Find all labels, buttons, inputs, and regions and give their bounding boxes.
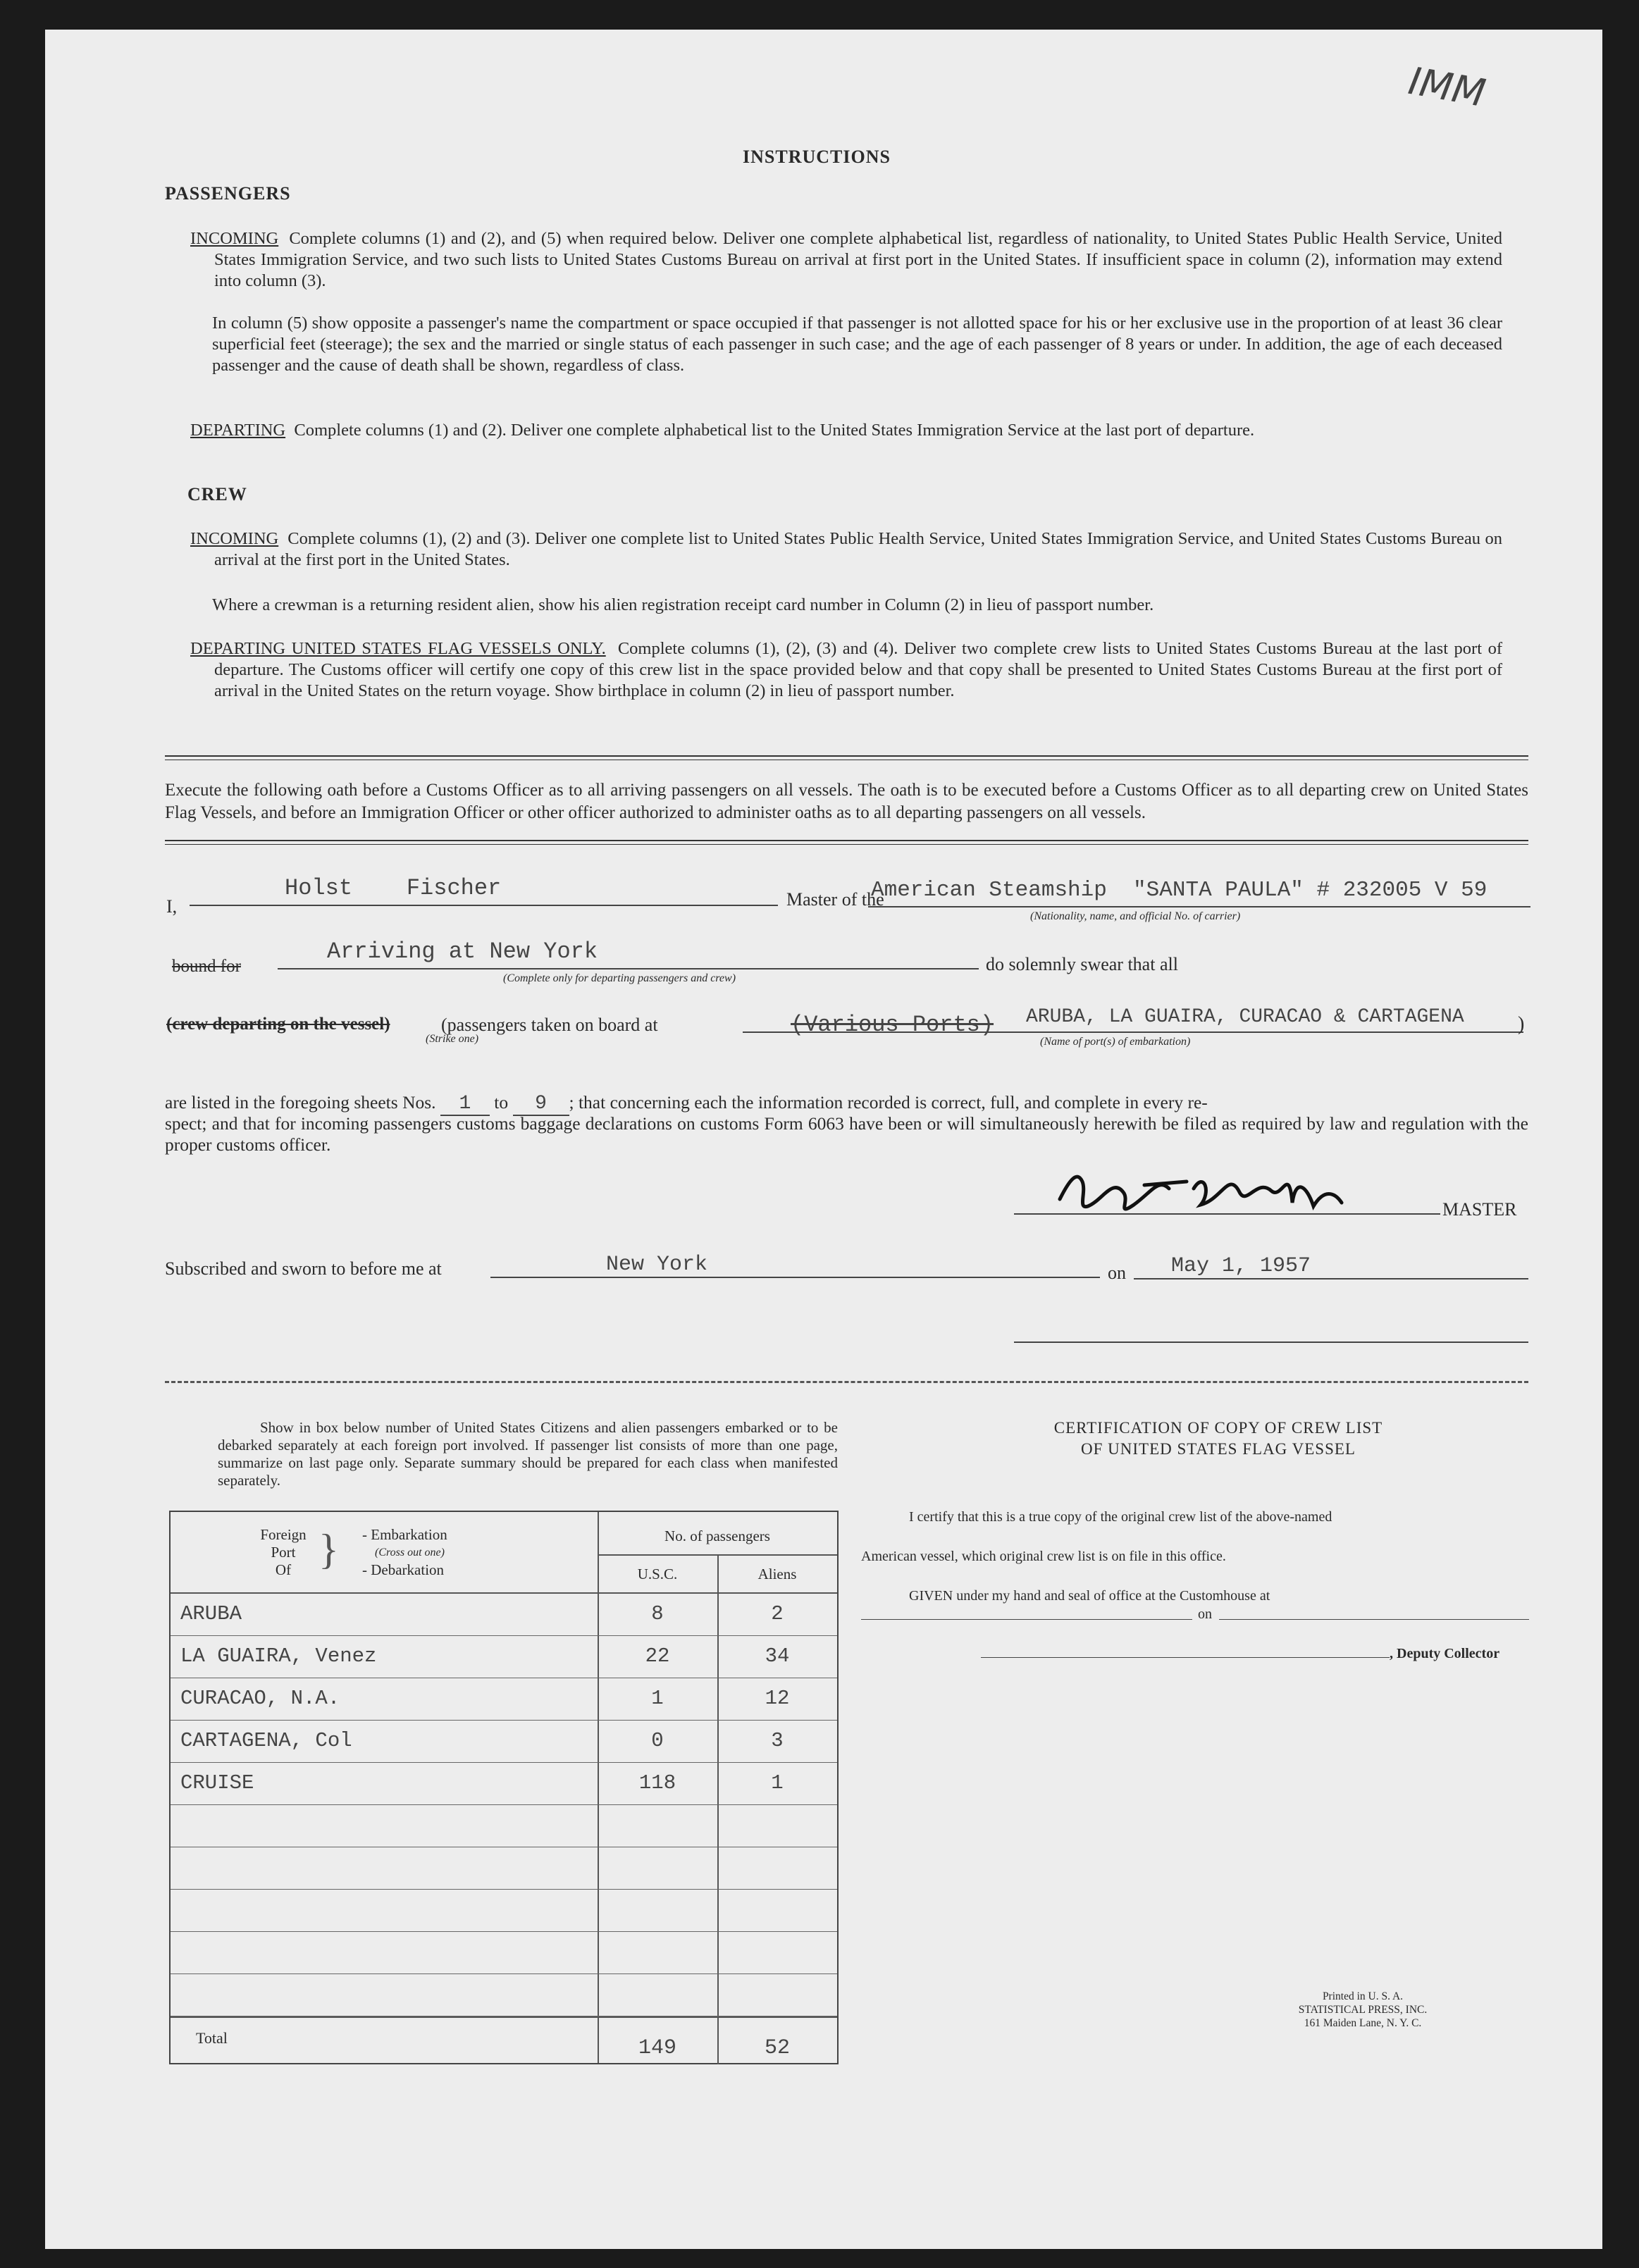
usc-cell: 22 [645,1644,670,1668]
total-aliens: 52 [764,2036,790,2060]
passenger-summary-table [169,1511,839,2064]
table-row [171,1721,837,1763]
vessel-caption: (Nationality, name, and official No. of carrier) [1030,910,1241,922]
header-divider [598,1554,837,1556]
header-foreign-port [255,1526,311,1579]
port-cell: CRUISE [180,1771,254,1795]
crew-incoming-text: Complete columns (1), (2) and (3). Deliver one complete list to United States Public Health Service, United States Immigration Service, and United States Customs Bureau on arrival at the first port in the United States. [214,529,1503,569]
port-cell: ARUBA [180,1602,242,1625]
passengers-departing-paragraph [190,420,1502,441]
corner-annotation: IMM [1405,58,1489,116]
table-row [171,1847,837,1890]
close-paren: ) [1518,1013,1525,1035]
table-row [171,1763,837,1805]
i-label: I, [166,896,178,917]
sworn-place: New York [606,1253,708,1277]
sheets-line [165,1092,1208,1116]
divider-dashed [165,1381,1528,1383]
swear-text: do solemnly swear that all [986,954,1178,974]
sworn-place-line [490,1277,1100,1278]
incoming-label: INCOMING [190,229,279,248]
divider-line [165,844,1528,845]
on-label: on [1108,1263,1126,1283]
header-embarkation: - Embarkation [362,1526,447,1543]
total-label: Total [196,2029,228,2047]
passengers-heading: PASSENGERS [165,183,291,204]
crew-departing-struck: (crew departing on the vessel) [166,1015,390,1034]
instructions-title: INSTRUCTIONS [743,147,891,167]
master-of-label: Master of the [786,889,884,910]
vessel-name: American Steamship "SANTA PAULA" # 232005 V 59 [871,878,1488,903]
to-label: to [494,1092,509,1113]
printer-line-3: 161 Maiden Lane, N. Y. C. [1304,2017,1422,2029]
header-of: Of [275,1561,292,1578]
deputy-collector-label: , Deputy Collector [1390,1646,1500,1661]
port-cell: CARTAGENA, Col [180,1729,352,1752]
sheet-from: 1 [440,1093,490,1116]
header-usc: U.S.C. [637,1566,678,1582]
arriving-text: Arriving at New York [327,938,598,965]
printer-imprint [1257,1990,1468,2030]
subscribed-label: Subscribed and sworn to before me at [165,1258,442,1279]
strike-one-caption: (Strike one) [426,1033,479,1045]
table-row [171,1974,837,2016]
total-divider [171,2016,837,2018]
table-row [171,1678,837,1721]
aliens-cell: 12 [765,1687,790,1710]
usc-cell: 8 [651,1602,664,1625]
aliens-cell: 3 [771,1729,784,1752]
total-usc: 149 [638,2036,676,2060]
header-embark-debark [362,1526,447,1579]
passengers-incoming-text: Complete columns (1) and (2), and (5) when required below. Deliver one complete alphabetical list, regardless of nationality, to United States Public Health Service, United States Immigration Service, and two such lists to United States Customs Bureau on arrival at first port in the United States. If insufficient space in column (2), information may extend into column (3). [214,229,1503,290]
port-cell: LA GUAIRA, Venez [180,1644,377,1668]
certification-line2: American vessel, which original crew list is on file in this office. [861,1549,1226,1564]
usc-cell: 118 [638,1771,676,1795]
header-no-passengers: No. of passengers [664,1528,770,1544]
departing-label: DEPARTING [190,421,286,440]
master-signature [1046,1150,1384,1227]
aliens-cell: 34 [765,1644,790,1668]
departing-us-label: DEPARTING UNITED STATES FLAG VESSELS ONLY. [190,639,606,658]
arriving-line [278,968,979,969]
aliens-cell: 2 [771,1602,784,1625]
listed-prefix: are listed in the foregoing sheets Nos. [165,1092,436,1113]
certification-given: GIVEN under my hand and seal of office at the Customhouse at [909,1588,1270,1604]
certification-title-1: CERTIFICATION OF COPY OF CREW LIST [1053,1419,1383,1437]
passengers-taken-text: (passengers taken on board at [441,1015,658,1035]
arriving-caption: (Complete only for departing passengers and crew) [503,972,736,984]
divider-line [165,840,1528,841]
certification-on-label: on [1198,1606,1212,1622]
extra-signature-line [1014,1341,1528,1343]
certification-title-2: OF UNITED STATES FLAG VESSEL [1081,1440,1356,1458]
table-row [171,1636,837,1678]
header-port: Port [271,1544,296,1561]
header-foreign: Foreign [260,1526,307,1543]
certification-date-line [1219,1619,1529,1620]
usc-cell: 0 [651,1729,664,1752]
customhouse-line [861,1619,1192,1620]
signature-line [1014,1213,1440,1215]
certification-line1: I certify that this is a true copy of the original crew list of the above-named [909,1509,1332,1525]
header-cross-out: (Cross out one) [375,1547,445,1559]
column5-paragraph: In column (5) show opposite a passenger's name the compartment or space occupied if that passenger is not allotted space for his or her exclusive use in the proportion of at least 36 clear superficial feet (steerage); the sex and the married or single status of each passenger in such case; and the age of each passenger of 8 years or under. In addition, the age of each deceased passenger and the cause of death shall be shown, regardless of class. [212,314,1502,375]
table-row [171,1932,837,1974]
crewman-paragraph: Where a crewman is a returning resident alien, show his alien registration receipt card number in Column (2) in lieu of passport number. [212,595,1154,614]
vessel-line [868,906,1530,907]
printer-line-2: STATISTICAL PRESS, INC. [1298,2004,1428,2016]
crew-incoming-label: INCOMING [190,529,279,548]
master-name-line [190,905,778,906]
table-row [171,1594,837,1636]
passengers-departing-text: Complete columns (1) and (2). Deliver one complete alphabetical list to the United States Immigration Service at the last port of departure. [294,421,1255,440]
form-page [45,30,1602,2249]
brace-glyph: } [318,1526,339,1573]
passengers-incoming-paragraph [190,228,1502,292]
master-name: Holst Fischer [285,875,502,901]
usc-cell: 1 [651,1687,664,1710]
table-row [171,1805,837,1847]
certification-title [901,1418,1535,1460]
header-aliens: Aliens [757,1566,797,1582]
listed-suffix: ; that concerning each the information recorded is correct, full, and complete in every re- [569,1092,1208,1113]
summary-instructions: Show in box below number of United States Citizens and alien passengers embarked or to be debarked separately at each foreign port involved. If passenger list consists of more than one page, summarize on last page only. Separate summary should be prepared for each class when manifested separately. [218,1419,838,1489]
printer-line-1: Printed in U. S. A. [1322,1990,1404,2002]
port-cell: CURACAO, N.A. [180,1687,340,1710]
sworn-date-line [1134,1278,1528,1279]
sheet-to: 9 [513,1093,569,1116]
various-ports-struck: (Various Ports) [791,1012,994,1038]
bound-for-struck: bound for [172,957,241,976]
aliens-cell: 1 [771,1771,784,1795]
ports-text: ARUBA, LA GUAIRA, CURACAO & CARTAGENA [1026,1006,1464,1028]
oath-intro: Execute the following oath before a Customs Officer as to all arriving passengers on all vessels. The oath is to be executed before a Customs Officer as to all departing crew on United States Flag Vessels, and before an Immigration Officer or other officer authorized to administer oaths as to all departing passengers on all vessels. [165,781,1528,822]
crew-heading: CREW [187,484,247,504]
table-row [171,1890,837,1932]
header-debarkation: - Debarkation [362,1561,445,1578]
ports-line [743,1031,1523,1033]
listed-line2: spect; and that for incoming passengers customs baggage declarations on customs Form 6063 have been or will simultaneously herewith be filed as required by law and regulation with the proper customs officer. [165,1113,1528,1155]
crew-departing-paragraph [190,638,1502,702]
sworn-date: May 1, 1957 [1171,1254,1311,1278]
ports-caption: (Name of port(s) of embarkation) [1040,1036,1191,1048]
crew-incoming-paragraph [190,528,1502,571]
deputy-collector-line [981,1657,1390,1658]
crew-departing-text: Complete columns (1), (2), (3) and (4). Deliver two complete crew lists to United States Customs Bureau at the last port of departure. The Customs officer will certify one copy of this crew list in the space provided below and that copy shall be presented to United States Customs Bureau at the first port of arrival in the United States on the return voyage. Show birthplace in column (2) in lieu of passport number. [214,639,1502,700]
master-label: MASTER [1442,1199,1517,1220]
divider-line [165,755,1528,757]
